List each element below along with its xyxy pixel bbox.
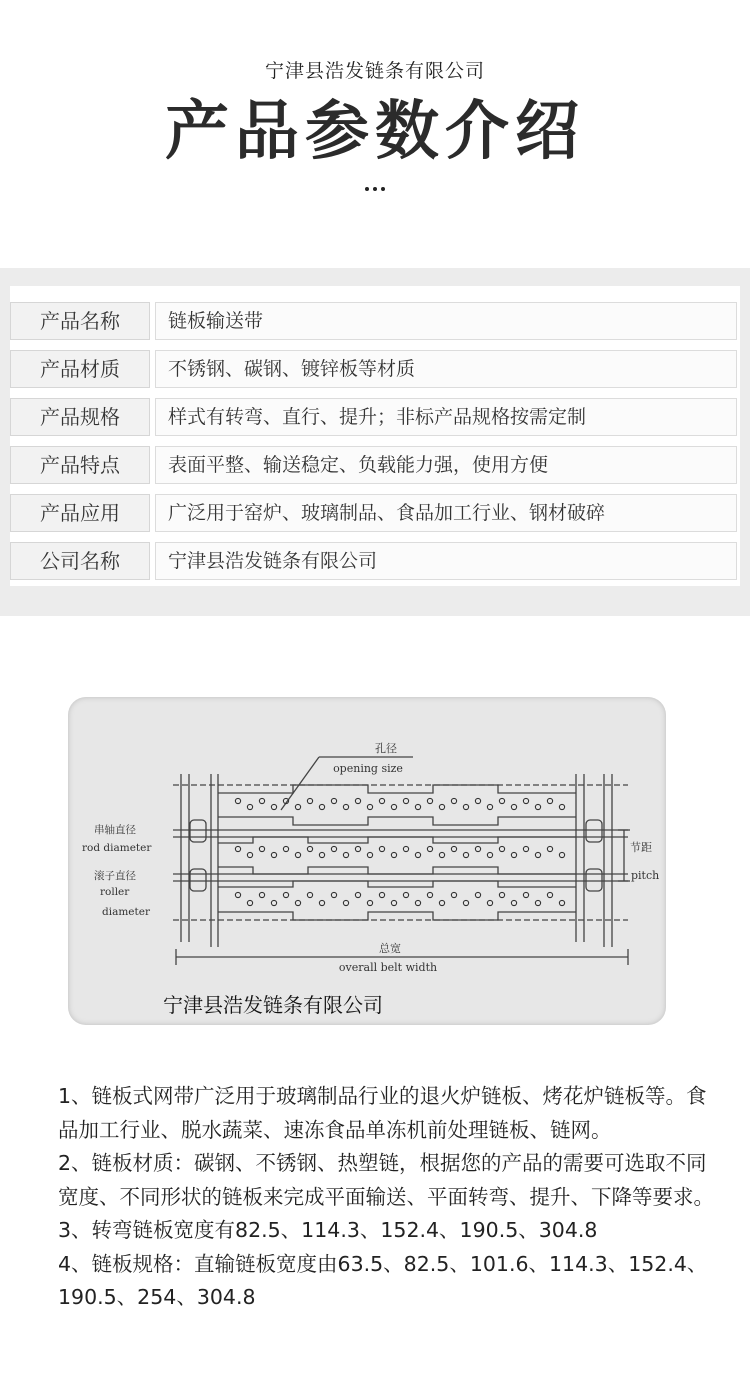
description-paragraph: 4、链板规格：直输链板宽度由63.5、82.5、101.6、114.3、152.4、190.5、254、304.8 xyxy=(58,1251,708,1309)
page-title: 产品参数介绍 xyxy=(165,95,585,169)
description-paragraph: 1、链板式网带广泛用于玻璃制品行业的退火炉链板、烤花炉链板等。食品加工行业、脱水蔬菜、速冻食品单冻机前处理链板、链网。 xyxy=(58,1084,707,1142)
param-label: 公司名称 xyxy=(10,542,150,580)
table-row xyxy=(10,542,740,580)
param-label: 产品特点 xyxy=(10,446,150,484)
pitch-label-cn: 节距 xyxy=(630,841,652,854)
table-row xyxy=(10,350,740,388)
param-value: 广泛用于窑炉、玻璃制品、食品加工行业、钢材破碎 xyxy=(155,494,737,532)
company-name: 宁津县浩发链条有限公司 xyxy=(264,60,485,82)
param-label: 产品名称 xyxy=(10,302,150,340)
roller-label-en: roller xyxy=(100,886,130,898)
description-text xyxy=(58,1080,718,1315)
pitch-label-en: pitch xyxy=(631,869,660,882)
table-row xyxy=(10,398,740,436)
opening-label-cn: 孔径 xyxy=(375,742,397,755)
rod-label-en: rod diameter xyxy=(82,842,152,854)
description-paragraph: 3、转弯链板宽度有82.5、114.3、152.4、190.5、304.8 xyxy=(58,1218,598,1242)
diagram-drawing xyxy=(68,697,666,1025)
parameter-table xyxy=(10,286,740,586)
width-label-en: overall belt width xyxy=(338,961,438,974)
width-label-cn: 总宽 xyxy=(379,942,401,955)
dots-divider xyxy=(0,176,750,195)
param-value: 链板输送带 xyxy=(155,302,737,340)
diagram-caption: 宁津县浩发链条有限公司 xyxy=(163,993,383,1017)
roller-label-en2: diameter xyxy=(102,906,150,918)
param-label: 产品规格 xyxy=(10,398,150,436)
param-value: 宁津县浩发链条有限公司 xyxy=(155,542,737,580)
param-label: 产品应用 xyxy=(10,494,150,532)
rod-label-cn: 串轴直径 xyxy=(94,824,136,836)
parameter-section xyxy=(0,268,750,616)
roller-label-cn: 滚子直径 xyxy=(94,870,136,882)
description-paragraph: 2、链板材质：碳钢、不锈钢、热塑链，根据您的产品的需要可选取不同宽度、不同形状的链板来完成平面输送、平面转弯、提升、下降等要求。 xyxy=(58,1151,714,1209)
table-row xyxy=(10,446,740,484)
param-value: 表面平整、输送稳定、负载能力强，使用方便 xyxy=(155,446,737,484)
param-value: 不锈钢、碳钢、镀锌板等材质 xyxy=(155,350,737,388)
opening-label-en: opening size xyxy=(333,762,403,775)
header xyxy=(0,0,750,268)
table-row xyxy=(10,302,740,340)
param-value: 样式有转弯、直行、提升；非标产品规格按需定制 xyxy=(155,398,737,436)
chain-plate-diagram xyxy=(68,697,666,1025)
table-row xyxy=(10,494,740,532)
param-label: 产品材质 xyxy=(10,350,150,388)
